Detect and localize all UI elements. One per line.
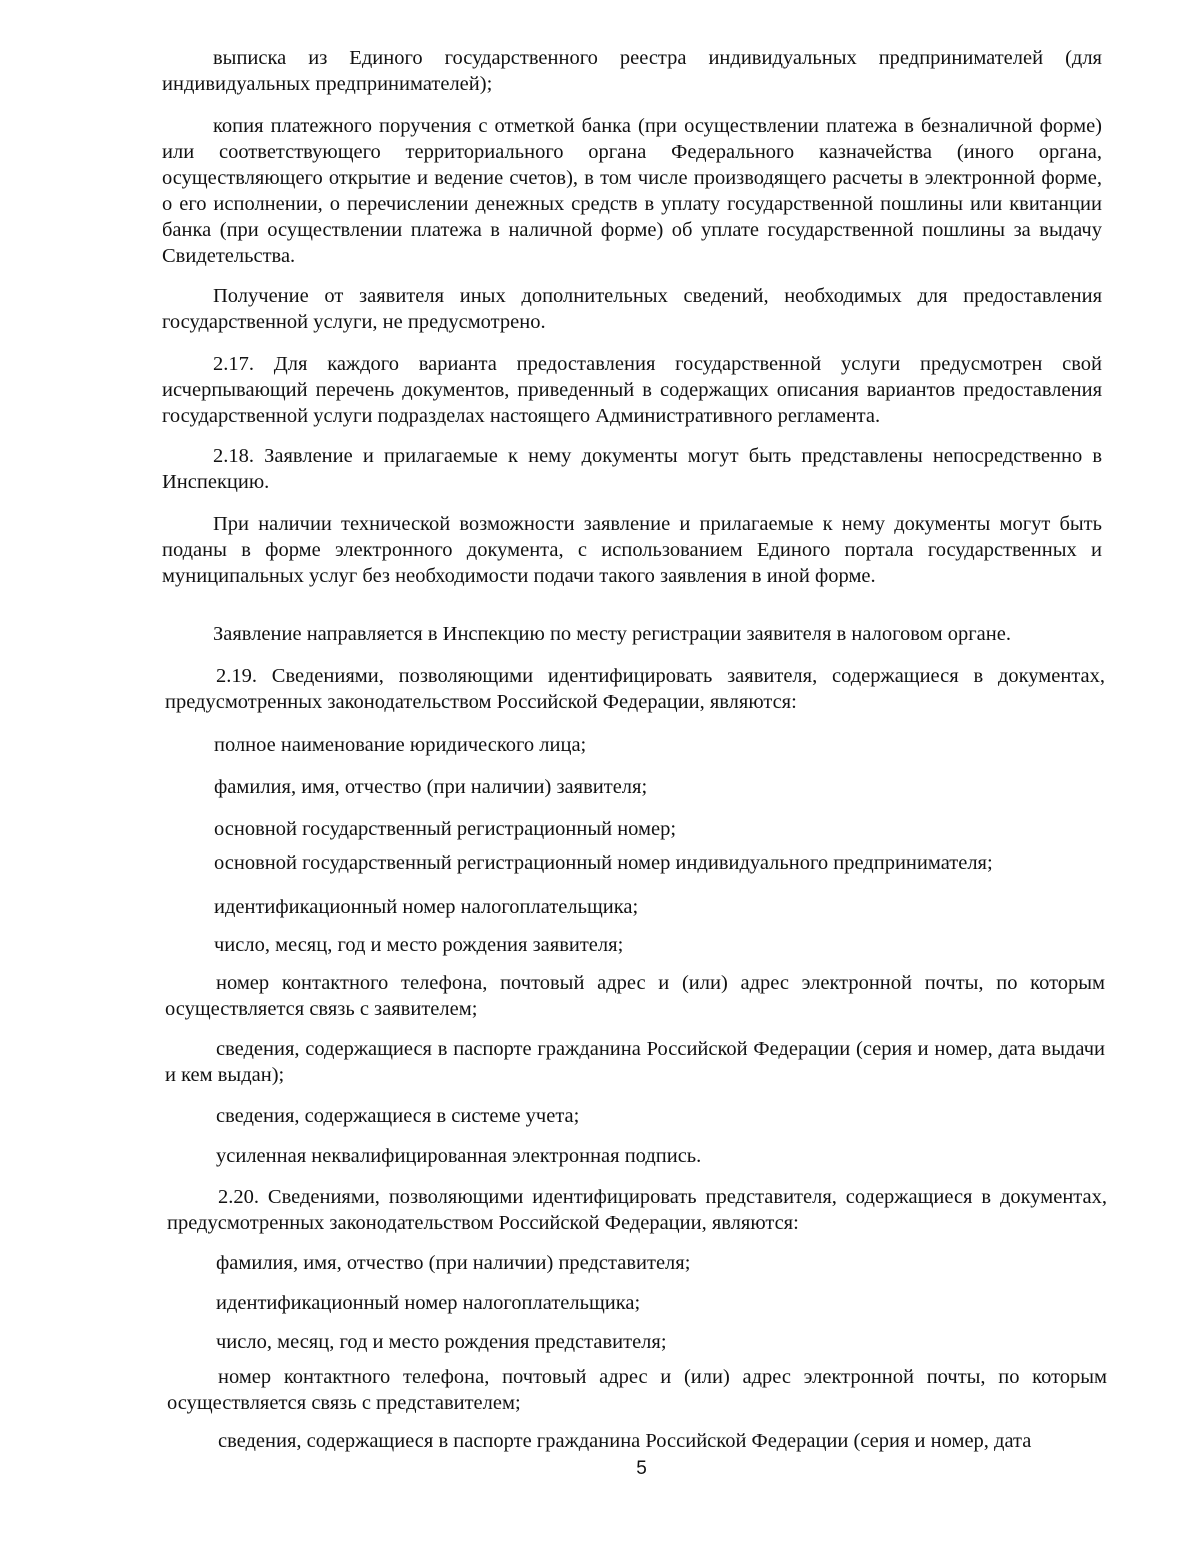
paragraph-passport-applicant: сведения, содержащиеся в паспорте гражданина Российской Федерации (серия и номер, дата выдачи и кем выдан);: [165, 1038, 1105, 1086]
list-item: основной государственный регистрационный номер;: [214, 818, 677, 840]
list-item: идентификационный номер налогоплательщика;: [216, 1292, 641, 1314]
list-item: фамилия, имя, отчество (при наличии) заявителя;: [214, 776, 648, 798]
paragraph-payment-order-copy: копия платежного поручения с отметкой банка (при осуществлении платежа в безналичной форме) или соответствующего территориального органа Федерального казначейства (иного органа, осуществляющего открытие и ведение счетов), в том числе производящего расчеты в электронной форме, о его исполнении, о перечислении денежных средств в уплату государственной пошлины или квитанции банка (при осуществлении платежа в наличной форме) об уплате государственной пошлины за выдачу Свидетельства.: [162, 115, 1102, 267]
paragraph-submission-location: Заявление направляется в Инспекцию по месту регистрации заявителя в налоговом органе.: [213, 623, 1011, 645]
list-item: сведения, содержащиеся в системе учета;: [216, 1105, 580, 1127]
paragraph-2-20: 2.20. Сведениями, позволяющими идентифицировать представителя, содержащиеся в документах, предусмотренных законодательством Российской Федерации, являются:: [167, 1186, 1107, 1234]
list-item: число, месяц, год и место рождения представителя;: [216, 1331, 667, 1353]
paragraph-2-18: 2.18. Заявление и прилагаемые к нему документы могут быть представлены непосредственно в Инспекцию.: [162, 445, 1102, 493]
paragraph-contact-applicant: номер контактного телефона, почтовый адрес и (или) адрес электронной почты, по которым осуществляется связь с заявителем;: [165, 972, 1105, 1020]
list-item: основной государственный регистрационный номер индивидуального предпринимателя;: [214, 852, 993, 874]
list-item: усиленная неквалифицированная электронная подпись.: [216, 1145, 702, 1167]
paragraph-passport-representative: сведения, содержащиеся в паспорте гражданина Российской Федерации (серия и номер, дата: [218, 1430, 1032, 1452]
paragraph-contact-representative: номер контактного телефона, почтовый адрес и (или) адрес электронной почты, по которым осуществляется связь с представителем;: [167, 1366, 1107, 1414]
list-item: идентификационный номер налогоплательщика;: [214, 896, 639, 918]
list-item: число, месяц, год и место рождения заявителя;: [214, 934, 624, 956]
page-number: 5: [636, 1458, 647, 1479]
paragraph-2-17: 2.17. Для каждого варианта предоставления государственной услуги предусмотрен свой исчерпывающий перечень документов, приведенный в содержащих описания вариантов предоставления государственной услуги подразделах настоящего Административного регламента.: [162, 353, 1102, 427]
paragraph-electronic-submission: При наличии технической возможности заявление и прилагаемые к нему документы могут быть поданы в форме электронного документа, с использованием Единого портала государственных и муниципальных услуг без необходимости подачи такого заявления в иной форме.: [162, 513, 1102, 587]
paragraph-2-19: 2.19. Сведениями, позволяющими идентифицировать заявителя, содержащиеся в документах, предусмотренных законодательством Российской Федерации, являются:: [165, 665, 1105, 713]
paragraph-no-additional-info: Получение от заявителя иных дополнительных сведений, необходимых для предоставления государственной услуги, не предусмотрено.: [162, 285, 1102, 333]
list-item: полное наименование юридического лица;: [214, 734, 587, 756]
paragraph-egrip-extract: выписка из Единого государственного реестра индивидуальных предпринимателей (для индивидуальных предпринимателей);: [162, 47, 1102, 95]
list-item: фамилия, имя, отчество (при наличии) представителя;: [216, 1252, 691, 1274]
